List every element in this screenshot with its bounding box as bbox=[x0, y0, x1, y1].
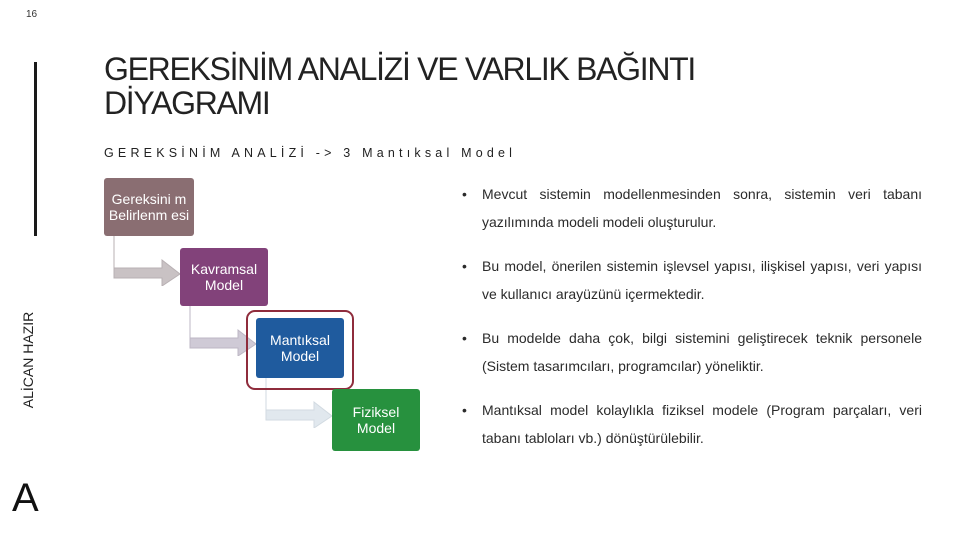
bullet-list bbox=[462, 180, 922, 468]
bullet-item bbox=[462, 252, 922, 308]
side-label: ALİCAN HAZIR bbox=[20, 311, 36, 409]
process-step-label: Fiziksel Model bbox=[352, 404, 400, 436]
bullet-item bbox=[462, 180, 922, 236]
accent-vertical-line bbox=[34, 62, 37, 236]
bullet-item bbox=[462, 396, 922, 452]
page-subtitle: GEREKSİNİM ANALİZİ -> 3 Mantıksal Model bbox=[104, 146, 517, 160]
process-step-label: Kavramsal Model bbox=[190, 261, 258, 293]
bullet-icon: • bbox=[462, 258, 467, 274]
process-step-conceptual-model bbox=[180, 248, 268, 306]
bullet-icon: • bbox=[462, 186, 467, 202]
arrow-step1-to-step2 bbox=[112, 236, 184, 286]
bullet-icon: • bbox=[462, 402, 467, 418]
logo-letter: A bbox=[12, 476, 39, 520]
process-step-physical-model bbox=[332, 389, 420, 451]
bullet-text: Mantıksal model kolaylıkla fiziksel modele (Program parçaları, veri tabanı tabloları vb.) dönüştürülebilir. bbox=[482, 402, 922, 446]
page-title: GEREKSİNİM ANALİZİ VE VARLIK BAĞINTI DİYAGRAMI bbox=[104, 51, 695, 121]
process-step-label: Mantıksal Model bbox=[270, 332, 330, 364]
bullet-icon: • bbox=[462, 330, 467, 346]
bullet-item bbox=[462, 324, 922, 380]
slide-number: 16 bbox=[26, 9, 38, 20]
process-step-label: Gereksini m Belirlenm esi bbox=[108, 191, 190, 223]
process-step-requirements bbox=[104, 178, 194, 236]
side-label-container bbox=[8, 302, 48, 418]
process-step-logical-model bbox=[256, 318, 344, 378]
bullet-text: Bu modelde daha çok, bilgi sistemini geliştirecek teknik personele (Sistem tasarımcıları, programcılar) yöneliktir. bbox=[482, 330, 922, 374]
bullet-text: Bu model, önerilen sistemin işlevsel yapısı, ilişkisel yapısı, veri yapısı ve kullanıcı arayüzünü içermektedir. bbox=[482, 258, 922, 302]
bullet-text: Mevcut sistemin modellenmesinden sonra, sistemin veri tabanı yazılımında modeli modeli oluşturulur. bbox=[482, 186, 922, 230]
